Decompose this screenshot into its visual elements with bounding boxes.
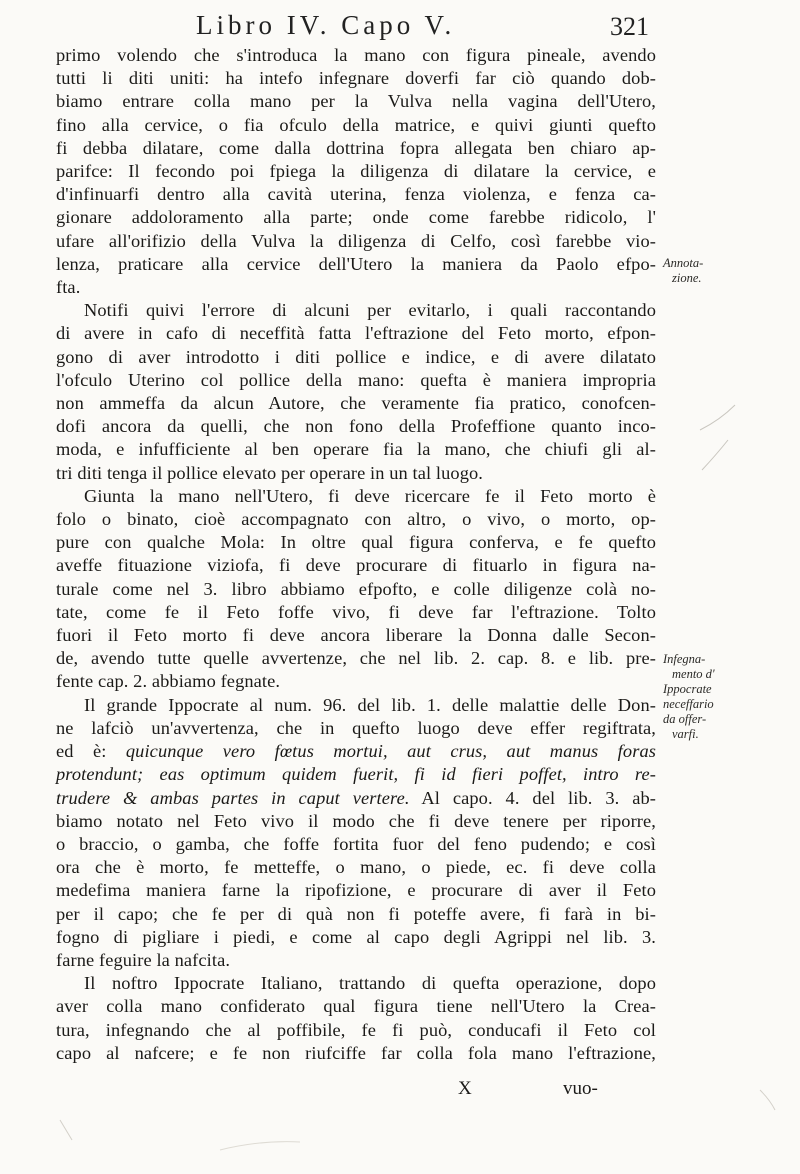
text-line: aver colla mano confiderato qual figura tiene nell'Utero la Crea- (56, 996, 656, 1017)
text-line (56, 763, 656, 786)
margin-note-annotation (663, 256, 743, 286)
text-line: tate, come fe il Feto foffe vivo, fi deve far l'eftrazione. Tolto (56, 601, 656, 622)
text-line: dofi ancora da quelli, che non fono della Profeffione quanto inco- (56, 416, 656, 437)
ink-stroke (220, 1142, 300, 1150)
page-number: 321 (610, 12, 649, 41)
text-line: o braccio, o gamba, che foffe fortita fuor del feno pudendo; e così (56, 833, 656, 854)
signature-mark: X (458, 1078, 472, 1099)
text-line: ufare all'orifizio della Vulva la diligenza di Celfo, così farebbe vio- (56, 230, 656, 251)
text-line: Notifi quivi l'errore di alcuni per evitarlo, i quali raccontando (84, 300, 656, 321)
text-line: fogno di pigliare i piedi, e come al capo degli Agrippi nel lib. 3. (56, 926, 656, 947)
text-line: fuori il Feto morto fi deve ancora liberare la Donna dalle Secon- (56, 625, 656, 646)
text-line: di avere in cafo di neceffità fatta l'eftrazione del Feto morto, efpon- (56, 323, 656, 344)
text-line: tutti li diti uniti: ha intefo infegnare doverfi far ciò quando dob- (56, 68, 656, 89)
text-line: l'ofculo Uterino col pollice della mano: quefta è maniera impropria (56, 369, 656, 390)
text-line: fta. (56, 277, 81, 298)
ink-stroke (60, 1120, 72, 1140)
text-line: tri diti tenga il pollice elevato per operare in un tal luogo. (56, 462, 484, 483)
latin-quote: protendunt; eas optimum quidem fuerit, fi id fieri poffet, intro re- (56, 764, 656, 785)
text-line: gono di aver introdotto i diti pollice e indice, e di avere dilatato (56, 346, 656, 367)
catchword: vuo- (563, 1078, 598, 1099)
margin-note-line: neceffario (663, 697, 714, 711)
text-line: Il grande Ippocrate al num. 96. del lib. 1. delle malattie delle Don- (84, 694, 656, 715)
text-line: Giunta la mano nell'Utero, fi deve ricercare fe il Feto morto è (84, 485, 656, 506)
text-line: farne feguire la nafcita. (56, 949, 231, 970)
margin-note-line: Annota- (663, 256, 704, 270)
text-line: fente cap. 2. abbiamo fegnate. (56, 671, 281, 692)
margin-note-line: da offer- (663, 712, 707, 726)
text-line: fino alla cervice, o fia ofculo della matrice, e quivi giunti quefto (56, 114, 656, 135)
text-line: non ammeffa da alcun Autore, che veramente fia pratico, conofcen- (56, 393, 656, 414)
margin-note-line: zione. (672, 271, 702, 285)
header-title: Libro IV. Capo V. (196, 10, 456, 40)
text-line: d'infinuarfi dentro alla cavità uterina, fenza violenza, e fenza ca- (56, 184, 656, 205)
margin-note-line: Ippocrate (663, 682, 712, 696)
text-line: folo o binato, cioè accompagnato con altro, o vivo, o morto, op- (56, 509, 656, 530)
text-line: parifce: Il fecondo poi fpiega la diligenza di dilatare la cervice, e (56, 161, 656, 182)
body-text (56, 44, 656, 1065)
text-line: medefima maniera farne la ripofizione, e procurare di aver il Feto (56, 880, 656, 901)
text-line: moda, e infufficiente al ben operare fia la mano, che chiufi gli al- (56, 439, 656, 460)
text-line: turale come nel 3. libro abbiamo efpofto, e colle diligenze colà no- (56, 578, 656, 599)
text-line: fi debba dilatare, come dalla dottrina fopra allegata ben chiaro ap- (56, 137, 656, 158)
margin-note-line: Infegna- (663, 652, 706, 666)
text-line: pure con qualche Mola: In oltre qual figura conferva, e fe quefto (56, 532, 656, 553)
text-line: de, avendo tutte quelle avvertenze, che nel lib. 2. cap. 8. e lib. pre- (56, 648, 656, 669)
text-line: trudere & ambas partes in caput vertere. Al capo. 4. del lib. 3. ab- (56, 787, 656, 808)
text-line: biamo notato nel Feto vivo il modo che fi deve tenere per riporre, (56, 810, 656, 831)
margin-note-ippocrate (663, 652, 743, 742)
running-header (0, 6, 800, 40)
text-line: ora che è morto, fe metteffe, o mano, o piede, ec. fi deve colla (56, 857, 656, 878)
page-footer (0, 1078, 800, 1108)
latin-quote: trudere & ambas partes in caput vertere. (56, 787, 410, 808)
text-line: aveffe fituazione viziofa, fi deve procurare di fituarlo in figura na- (56, 555, 656, 576)
text-line: primo volendo che s'introduca la mano con figura pineale, avendo (56, 45, 656, 65)
latin-quote: quicunque vero fœtus mortui, aut crus, aut manus foras (125, 741, 656, 762)
ink-stroke (700, 405, 735, 430)
text-line: Il noftro Ippocrate Italiano, trattando di quefta operazione, dopo (84, 973, 656, 994)
text-line: capo al nafcere; e fe non riufciffe far colla fola mano l'eftrazione, (56, 1042, 656, 1063)
text-line: per il capo; che fe per di quà non fi poteffe avere, fi farà in bi- (56, 903, 656, 924)
text-line: gionare addoloramento alla parte; onde come farebbe ridicolo, l' (56, 207, 656, 228)
text-line: tura, infegnando che al poffibile, fe fi può, conducafi il Feto col (56, 1019, 656, 1040)
margin-note-line: mento d' (672, 667, 715, 681)
margin-note-line: varfi. (672, 727, 699, 741)
text-line: ed è: quicunque vero fœtus mortui, aut crus, aut manus foras (56, 741, 656, 762)
text-line: lenza, praticare alla cervice dell'Utero la maniera da Paolo efpo- (56, 253, 656, 274)
text-line: biamo entrare colla mano per la Vulva nella vagina dell'Utero, (56, 91, 656, 112)
ink-stroke (702, 440, 728, 470)
text-line: ne lafciò un'avvertenza, che in quefto luogo deve effer regiftrata, (56, 717, 656, 738)
